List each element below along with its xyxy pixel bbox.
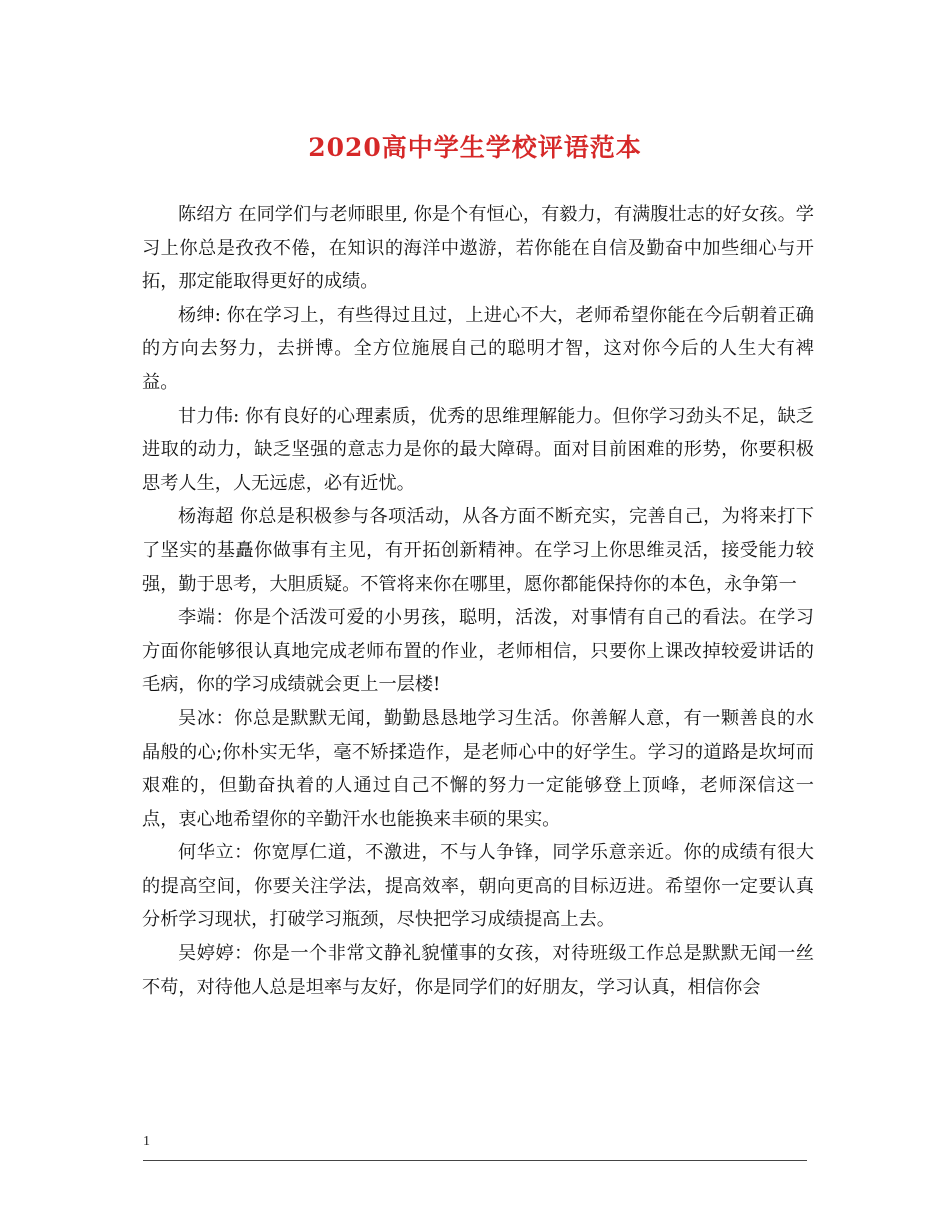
paragraph-chen-shaofang: 陈绍方 在同学们与老师眼里, 你是个有恒心，有毅力，有满腹壮志的好女孩。学习上你总是孜孜不倦，在知识的海洋中遨游，若你能在自信及勤奋中加些细心与开拓，那定能取得更好的成绩。 bbox=[142, 204, 814, 293]
paragraph-wu-tingting: 吴婷婷：你是一个非常文静礼貌懂事的女孩，对待班级工作总是默默无闻一丝不苟，对待他人总是坦率与友好，你是同学们的好朋友，学习认真，相信你会 bbox=[142, 943, 814, 998]
footer-divider bbox=[143, 1160, 807, 1161]
document-title: 2020高中学生学校评语范本 bbox=[308, 133, 642, 162]
paragraph-yang-haichao: 杨海超 你总是积极参与各项活动，从各方面不断充实，完善自己，为将来打下了坚实的基矗你做事有主见，有开拓创新精神。在学习上你思维灵活，接受能力较强，勤于思考，大胆质疑。不管将来你在哪里，愿你都能保持你的本色，永争第一 bbox=[142, 506, 814, 595]
paragraph-wu-bing: 吴冰：你总是默默无闻，勤勤恳恳地学习生活。你善解人意，有一颗善良的水晶般的心;你朴实无华，毫不矫揉造作，是老师心中的好学生。学习的道路是坎坷而艰难的，但勤奋执着的人通过自己不懈的努力一定能够登上顶峰，老师深信这一点，衷心地希望你的辛勤汗水也能换来丰硕的果实。 bbox=[142, 707, 814, 830]
paragraph-li-duan: 李端：你是个活泼可爱的小男孩，聪明，活泼，对事情有自己的看法。在学习方面你能够很认真地完成老师布置的作业，老师相信，只要你上课改掉较爱讲话的毛病，你的学习成绩就会更上一层楼! bbox=[142, 607, 814, 696]
paragraph-he-huali: 何华立：你宽厚仁道，不激进，不与人争锋，同学乐意亲近。你的成绩有很大的提高空间，你要关注学法，提高效率，朝向更高的目标迈进。希望你一定要认真分析学习现状，打破学习瓶颈，尽快把学习成绩提高上去。 bbox=[142, 842, 814, 931]
document-body bbox=[142, 198, 814, 1004]
paragraph-gan-liwei: 甘力伟: 你有良好的心理素质，优秀的思维理解能力。但你学习劲头不足，缺乏进取的动力，缺乏坚强的意志力是你的最大障碍。面对目前困难的形势，你要积极思考人生，人无远虑，必有近忧。 bbox=[142, 405, 814, 494]
page-number: 1 bbox=[143, 1134, 150, 1149]
paragraph-yang-shen: 杨绅: 你在学习上，有些得过且过，上进心不大，老师希望你能在今后朝着正确的方向去努力，去拼博。全方位施展自己的聪明才智，这对你今后的人生大有裨益。 bbox=[142, 304, 814, 393]
